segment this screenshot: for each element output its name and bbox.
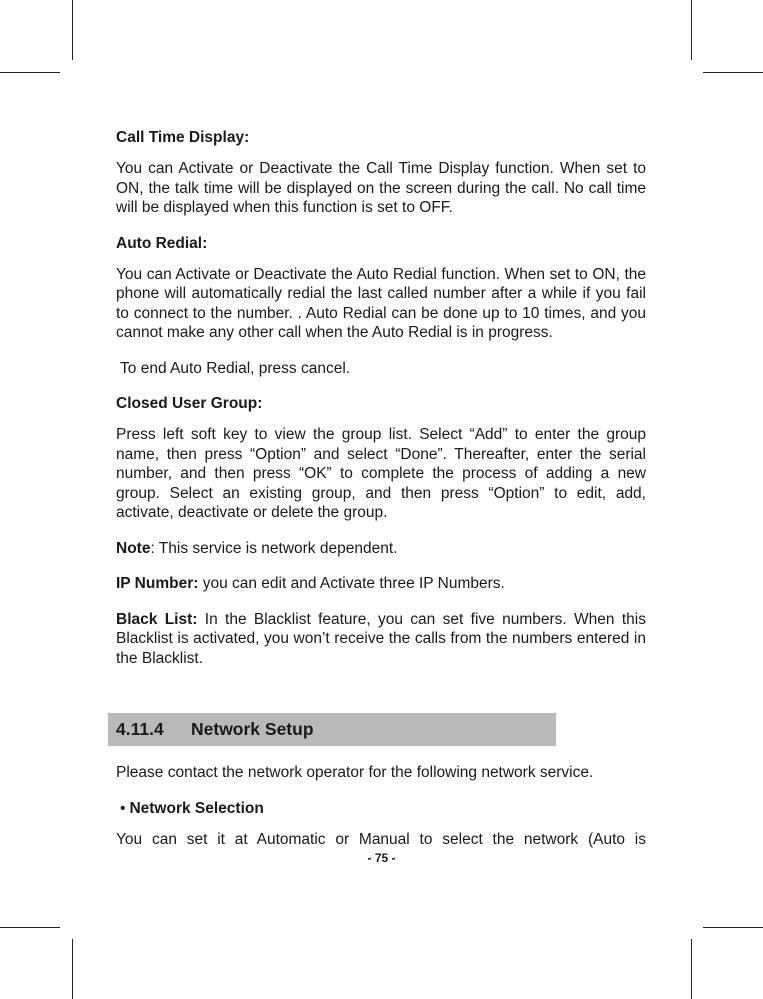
auto-redial-note: To end Auto Redial, press cancel. xyxy=(116,359,351,377)
note-text: : This service is network dependent. xyxy=(150,539,398,557)
black-list-paragraph xyxy=(116,610,646,669)
network-setup-intro: Please contact the network operator for the following network service. xyxy=(116,764,594,781)
section-number: 4.11.4 xyxy=(116,719,164,739)
crop-mark xyxy=(0,72,60,73)
network-setup-content xyxy=(116,763,646,849)
black-list-text: In the Blacklist feature, you can set five numbers. When this Blacklist is activated, you won’t receive the calls from the numbers entered in the Blacklist. xyxy=(116,610,646,667)
ip-number-paragraph xyxy=(116,574,646,594)
call-time-body: You can Activate or Deactivate the Call Time Display function. When set to ON, the talk time will be displayed on the screen during the call. No call time will be displayed when this function is set to OFF. xyxy=(116,160,646,216)
closed-user-group-body: Press left soft key to view the group list. Select “Add” to enter the group name, then press “Option” and select “Done”. Thereafter, enter the serial number, and then press “OK” to complete the process of adding a new group. Select an existing group, and then press “Option” to edit, add, activate, deactivate or delete the group. xyxy=(116,426,646,521)
crop-mark xyxy=(72,939,73,999)
bullet-icon: • xyxy=(120,799,126,817)
auto-redial-body: You can Activate or Deactivate the Auto Redial function. When set to ON, the phone will automatically redial the last called number after a while if you fail to connect to the number. . Auto Redial can be done up to 10 times, and you cannot make any other call when the Auto Redial is in progress. xyxy=(116,265,646,341)
crop-mark xyxy=(691,939,692,999)
crop-mark xyxy=(72,0,73,60)
note-paragraph xyxy=(116,539,646,559)
page-content xyxy=(116,128,646,668)
auto-redial-heading: Auto Redial: xyxy=(116,234,208,252)
network-selection-item xyxy=(120,799,646,819)
section-header-bar xyxy=(108,713,556,746)
crop-mark xyxy=(691,0,692,60)
section-title: Network Setup xyxy=(191,719,314,739)
page-number: - 75 - xyxy=(367,851,396,865)
note-label: Note xyxy=(116,539,151,557)
network-selection-title: Network Selection xyxy=(129,799,264,817)
network-selection-body: You can set it at Automatic or Manual to select the network (Auto is xyxy=(116,830,646,848)
ip-number-label: IP Number: xyxy=(116,575,199,592)
crop-mark xyxy=(703,72,763,73)
crop-mark xyxy=(0,927,60,928)
crop-mark xyxy=(703,927,763,928)
ip-number-text: you can edit and Activate three IP Numbers. xyxy=(198,575,505,592)
closed-user-group-heading: Closed User Group: xyxy=(116,395,263,412)
call-time-heading: Call Time Display: xyxy=(116,129,250,146)
black-list-label: Black List: xyxy=(116,610,198,628)
